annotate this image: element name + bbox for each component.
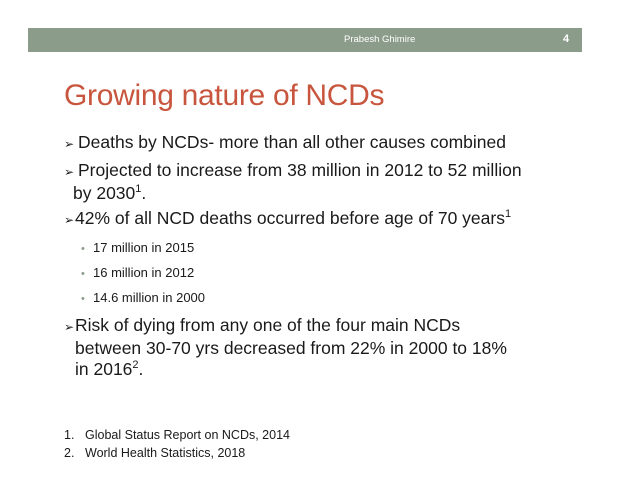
reference-text: Global Status Report on NCDs, 2014 bbox=[85, 428, 290, 442]
footnote-marker: 1 bbox=[135, 183, 142, 195]
bullet-item bbox=[64, 132, 584, 155]
sub-bullet-text: 17 million in 2015 bbox=[93, 240, 195, 255]
arrow-bullet-icon: ➢ bbox=[64, 137, 75, 151]
bullet-text: in 2016 bbox=[75, 359, 133, 379]
bullet-item bbox=[64, 160, 584, 204]
bullet-list bbox=[64, 132, 584, 380]
bullet-end: . bbox=[141, 183, 147, 203]
reference-list bbox=[64, 426, 290, 462]
reference-text: World Health Statistics, 2018 bbox=[85, 446, 246, 460]
sub-bullet-item bbox=[81, 236, 584, 261]
dot-bullet-icon: • bbox=[81, 268, 85, 280]
sub-bullet-item bbox=[81, 286, 584, 311]
bullet-text: Risk of dying from any one of the four main NCDs bbox=[75, 315, 461, 335]
dot-bullet-icon: • bbox=[81, 293, 85, 305]
author-name: Prabesh Ghimire bbox=[344, 34, 416, 45]
sub-bullet-container bbox=[64, 236, 584, 311]
dot-bullet-icon: • bbox=[81, 243, 85, 255]
slide-number: 4 bbox=[563, 33, 570, 45]
arrow-bullet-icon: ➢ bbox=[64, 165, 75, 179]
bullet-end: . bbox=[138, 359, 144, 379]
bullet-continuation bbox=[64, 359, 584, 380]
header-bar bbox=[28, 28, 582, 52]
arrow-bullet-icon: ➢ bbox=[64, 320, 75, 334]
footnote-marker: 2 bbox=[132, 359, 139, 371]
bullet-item bbox=[64, 208, 584, 231]
bullet-text: by 2030 bbox=[73, 183, 136, 203]
reference-item bbox=[64, 426, 290, 444]
bullet-text: 42% of all NCD deaths occurred before age of 70 years bbox=[75, 208, 505, 228]
bullet-text: Deaths by NCDs- more than all other causes combined bbox=[78, 132, 506, 152]
reference-number: 1. bbox=[64, 428, 75, 442]
sub-bullet-text: 14.6 million in 2000 bbox=[93, 290, 206, 305]
reference-item bbox=[64, 444, 290, 462]
bullet-text: Projected to increase from 38 million in 2012 to 52 million bbox=[78, 160, 522, 180]
reference-number: 2. bbox=[64, 446, 75, 460]
arrow-bullet-icon: ➢ bbox=[64, 213, 75, 227]
bullet-continuation bbox=[64, 183, 584, 204]
bullet-continuation: between 30-70 yrs decreased from 22% in 2000 to 18% bbox=[75, 338, 507, 358]
footnote-marker: 1 bbox=[504, 208, 512, 220]
slide-title: Growing nature of NCDs bbox=[64, 79, 385, 112]
sub-bullet-list bbox=[64, 236, 584, 311]
sub-bullet-text: 16 million in 2012 bbox=[93, 265, 195, 280]
bullet-item bbox=[64, 315, 584, 380]
sub-bullet-item bbox=[81, 261, 584, 286]
